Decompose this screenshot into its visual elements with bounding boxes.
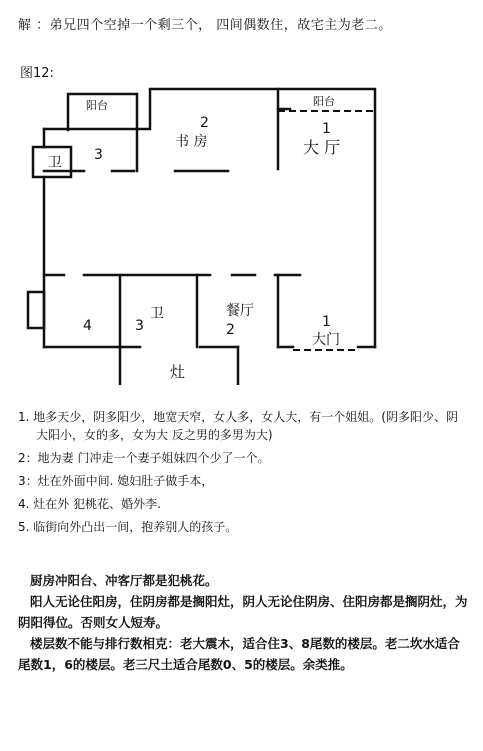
balcony-left-label: 阳台 [86, 99, 108, 112]
stove-label: 灶 [170, 363, 186, 381]
figure-label: 图12: [20, 66, 54, 81]
study-number: 2 [200, 115, 209, 131]
room4-number: 4 [83, 318, 92, 334]
bold-line-3: 楼层数不能与排行数相克：老大震木，适合住3、8尾数的楼层。老二坎水适合尾数1，6的楼层。老三尺土适合尾数0、5的楼层。余类推。 [18, 636, 460, 672]
intro-text: 解 ：弟兄四个空掉一个剩三个， 四间偶数住，故宅主为老二。 [18, 18, 392, 33]
note-4: 4. 灶在外 犯桃花、婚外李. [18, 497, 161, 511]
left-protrusion [28, 292, 44, 328]
hall-number: 1 [322, 121, 331, 137]
balcony-right-label: 阳台 [313, 95, 335, 108]
door-number: 1 [322, 314, 331, 330]
toilet2-label: 卫 [150, 306, 164, 322]
toilet-top-label: 卫 [48, 155, 62, 171]
lower-partitions [120, 275, 278, 347]
note-1: 1. 地多天少，阴多阳少，地宽天窄，女人多，女人大，有一个姐姐。(阴多阳少、阴大阳小，女的多，女为大 反之男的多男为大) [18, 410, 458, 442]
floor-plan [0, 85, 483, 385]
bold-line-1: 厨房冲阳台、冲客厅都是犯桃花。 [30, 573, 218, 588]
bold-line-2: 阳人无论住阳房，住阴房都是搁阳灶，阴人无论住阴房、住阳房都是搁阴灶，为阴阳得位。否则女人短寿。 [18, 594, 468, 630]
door-label: 大门 [312, 332, 340, 348]
hall-label: 大 厅 [303, 138, 341, 157]
note-2: 2：地为妻 门冲走一个妻子姐妹四个少了一个。 [18, 451, 270, 465]
notes-list [18, 408, 468, 541]
dining-number: 2 [226, 322, 235, 338]
note-3: 3：灶在外面中间. 媳妇肚子做手本， [18, 474, 214, 488]
toilet2-number: 3 [135, 318, 144, 334]
bold-paragraphs [18, 570, 470, 675]
study-label: 书 房 [175, 134, 208, 150]
dining-label: 餐厅 [226, 303, 254, 319]
room3-number: 3 [94, 147, 103, 163]
note-5: 5. 临街向外凸出一间，抱养别人的孩子。 [18, 520, 238, 534]
